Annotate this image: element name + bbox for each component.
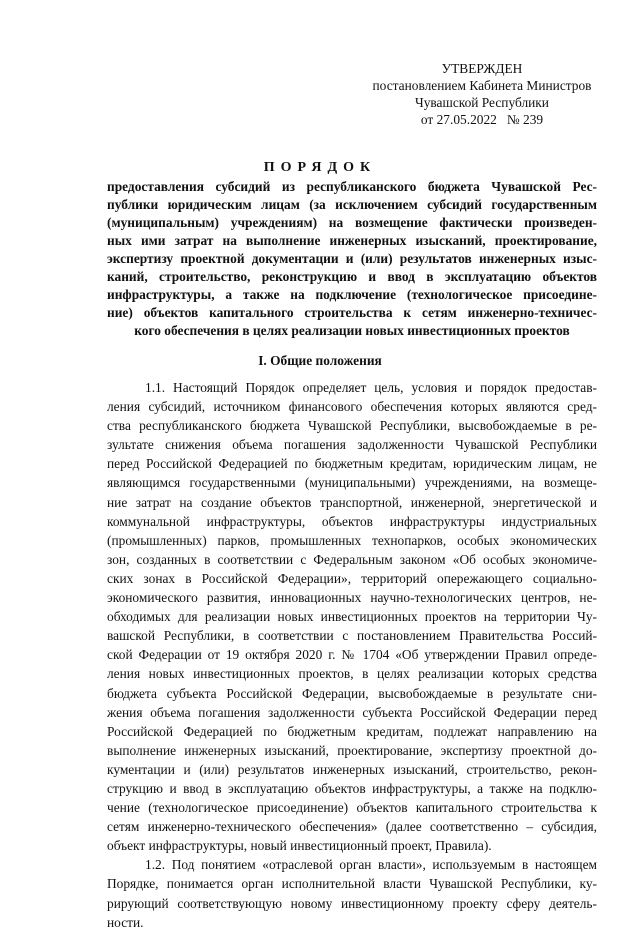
paragraph-1-1-line: являющимся государственными (муниципальными) учреждениями, на возмеще-	[107, 475, 597, 491]
subtitle-line: кого обеспечения в целях реализации новых инвестиционных проектов	[134, 323, 570, 338]
paragraph-1-1-line: вашской Республики, в соответствии с постановлением Правительства Россий-	[107, 628, 597, 644]
paragraph-1-1-line: зон, созданных в соответствии с Федеральным законом «Об особых экономиче-	[107, 551, 597, 567]
subtitle-line: публики юридическим лицам (за исключением субсидий государственным	[107, 197, 597, 212]
subtitle-line: (муниципальным) учреждениям) на возмещение фактически произведен-	[107, 215, 597, 230]
paragraph-1-2-line: ности.	[107, 914, 144, 930]
subtitle-line: предоставления субсидий из республиканского бюджета Чувашской Рес-	[107, 179, 597, 194]
paragraph-1-1-line: экономического развития, инновационных научно-технологических центров, не-	[107, 590, 597, 606]
paragraph-1-1-line: (промышленных) парков, промышленных технопарков, особых экономических	[107, 532, 597, 548]
paragraph-1-2-line: Порядке, понимается орган исполнительной власти Чувашской Республики, ку-	[107, 876, 597, 892]
paragraph-1-1-line: выполнение инженерных изысканий, проектирование, экспертизу проектной до-	[107, 742, 597, 758]
paragraph-1-1-line: ние затрат на создание объектов транспортной, инженерной, энергетической и	[107, 494, 597, 510]
subtitle-line: ние) объектов капитального строительства к сетям инженерно-техничес-	[107, 305, 597, 320]
paragraph-1-1-line: жения объема погашения задолженности субъекта Российской Федерации перед	[107, 704, 597, 720]
paragraph-1-1-line: сетям инженерно-технического обеспечения» (далее соответственно – субсидия,	[107, 819, 597, 835]
paragraph-1-1-line: объект инфраструктуры, новый инвестиционный проект, Правила).	[107, 838, 492, 854]
paragraph-1-1-line: коммунальной инфраструктуры, объектов инфраструктуры индустриальных	[107, 513, 597, 529]
paragraph-1-1-line: ления новых инвестиционных проектов, в целях реализации которых средства	[107, 666, 597, 682]
section-heading: I. Общие положения	[258, 353, 382, 368]
approval-line-approved: УТВЕРЖДЕН	[441, 61, 523, 76]
document-body	[107, 378, 597, 932]
paragraph-1-1-line: кументации и (или) результатов инженерных изысканий, строительство, рекон-	[107, 761, 597, 777]
paragraph-1-1-line: обходимых для реализации новых инвестиционных проектов на территории Чу-	[107, 609, 597, 625]
paragraph-1-1-line: перед Российской Федерацией по бюджетным кредитам, юридическим лицам, не	[107, 456, 597, 472]
subtitle-line: ных ими затрат на выполнение инженерных изысканий, проектирование,	[107, 233, 597, 248]
document-subtitle	[107, 178, 597, 340]
paragraph-1-2-line: рирующий соответствующую новому инвестиционному проекту сферу деятель-	[107, 895, 597, 911]
approval-line-republic: Чувашской Республики	[415, 95, 549, 110]
paragraph-1-1-line: чение (технологическое присоединение) объектов капитального строительства к	[107, 800, 597, 816]
approval-line-date-number: от 27.05.2022 № 239	[420, 112, 544, 127]
approval-line-resolution: постановлением Кабинета Министров	[372, 78, 592, 93]
paragraph-1-1-line: бюджета субъекта Российской Федерации, высвобождаемые в результате сни-	[107, 685, 597, 701]
paragraph-1-1-line: ства республиканского бюджета Чувашской Республики, высвобождаемые в ре-	[107, 418, 597, 434]
approval-stamp	[352, 60, 612, 128]
paragraph-1-1-line: ской Федерации от 19 октября 2020 г. № 1704 «Об утверждении Правил опреде-	[107, 647, 597, 663]
document-title: ПОРЯДОК	[263, 160, 377, 175]
subtitle-line: экспертизу проектной документации и (или) результатов инженерных изыс-	[107, 251, 597, 266]
paragraph-1-1-line: Российской Федерацией по бюджетным кредитам, подлежат направлению на	[107, 723, 597, 739]
subtitle-line: каний, строительство, реконструкцию и ввод в эксплуатацию объектов	[107, 269, 597, 284]
paragraph-1-1-line: ления субсидий, источником финансового обеспечения которых являются сред-	[107, 399, 597, 415]
paragraph-1-2-line: 1.2. Под понятием «отраслевой орган власти», используемым в настоящем	[145, 857, 597, 873]
paragraph-1-1-line: струкцию и ввод в эксплуатацию объектов инфраструктуры, а также на подклю-	[107, 780, 597, 796]
subtitle-line: инфраструктуры, а также на подключение (технологическое присоедине-	[107, 287, 597, 302]
paragraph-1-1-line: ских зонах в Российской Федерации», территорий опережающего социально-	[107, 570, 597, 586]
paragraph-1-1-line: зультате снижения объема погашения задолженности Чувашской Республики	[107, 437, 597, 453]
paragraph-1-1-line: 1.1. Настоящий Порядок определяет цель, условия и порядок предостав-	[145, 380, 597, 395]
